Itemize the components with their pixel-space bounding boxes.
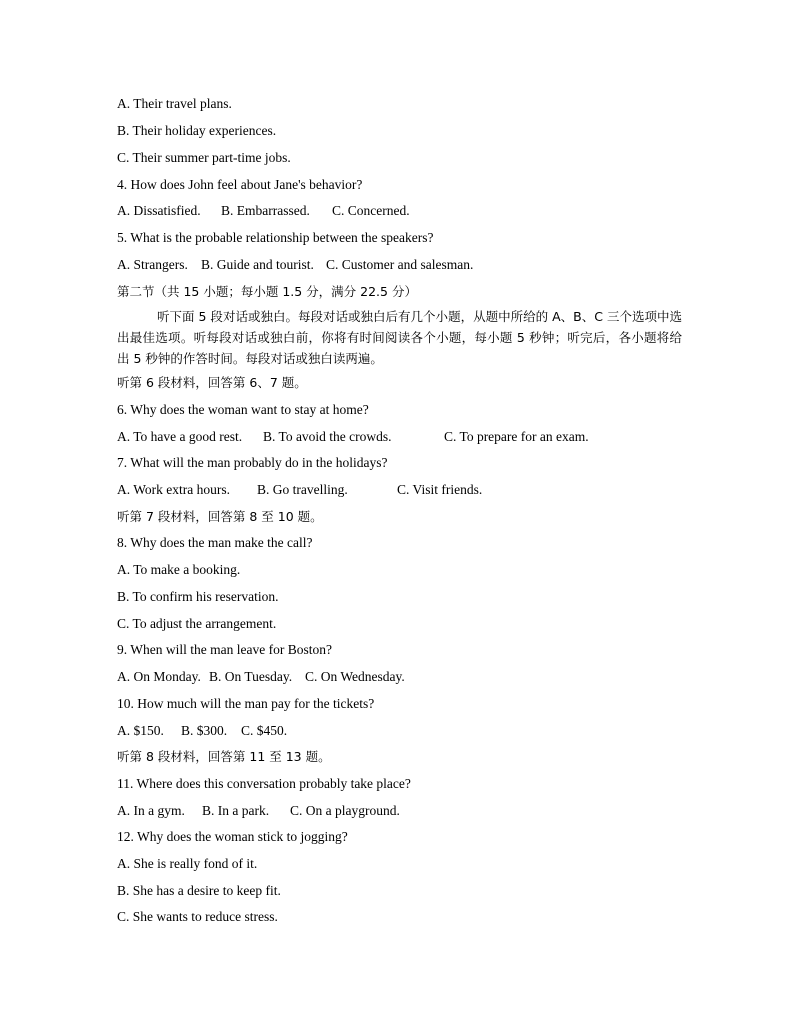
section2-instructions: 听下面 5 段对话或独白。每段对话或独白后有几个小题，从题中所给的 A、B、C 三个选项中选出最佳选项。听每段对话或独白前，你将有时间阅读各个小题，每小题 5 秒钟；听完后，各小题将给出 5 秒钟的作答时间。每段对话或独白读两遍。	[117, 309, 682, 366]
q5-option-c: C. Customer and salesman.	[326, 257, 474, 272]
section2-heading: 第二节（共 15 小题；每小题 1.5 分，满分 22.5 分）	[117, 284, 417, 299]
q8-option-b: B. To confirm his reservation.	[117, 589, 279, 604]
q11-option-c: C. On a playground.	[290, 803, 400, 818]
material7-label: 听第 7 段材料，回答第 8 至 10 题。	[117, 509, 323, 524]
q8-option-c: C. To adjust the arrangement.	[117, 616, 277, 631]
q6-option-c: C. To prepare for an exam.	[444, 429, 589, 444]
q5-option-a: A. Strangers.	[117, 257, 188, 272]
q4-question: 4. How does John feel about Jane's behavior?	[117, 177, 363, 192]
q7-option-a: A. Work extra hours.	[117, 482, 231, 497]
q4-option-c: C. Concerned.	[332, 203, 410, 218]
q12-option-a: A. She is really fond of it.	[117, 856, 258, 871]
q3-option-c: C. Their summer part-time jobs.	[117, 150, 291, 165]
material6-label: 听第 6 段材料，回答第 6、7 题。	[117, 375, 307, 390]
q3-option-b: B. Their holiday experiences.	[117, 123, 277, 138]
q7-question: 7. What will the man probably do in the holidays?	[117, 455, 388, 470]
q5-question: 5. What is the probable relationship between the speakers?	[117, 230, 434, 245]
q11-option-a: A. In a gym.	[117, 803, 185, 818]
q10-option-a: A. $150.	[117, 723, 164, 738]
q10-option-c: C. $450.	[241, 723, 288, 738]
q4-option-b: B. Embarrassed.	[221, 203, 310, 218]
q9-option-c: C. On Wednesday.	[305, 669, 405, 684]
q10-option-b: B. $300.	[181, 723, 228, 738]
q3-option-a: A. Their travel plans.	[117, 96, 232, 111]
q6-option-b: B. To avoid the crowds.	[263, 429, 392, 444]
q6-option-a: A. To have a good rest.	[117, 429, 243, 444]
q7-option-b: B. Go travelling.	[257, 482, 348, 497]
q11-question: 11. Where does this conversation probably take place?	[117, 776, 411, 791]
q12-option-b: B. She has a desire to keep fit.	[117, 883, 281, 898]
q6-question: 6. Why does the woman want to stay at home?	[117, 402, 369, 417]
q8-option-a: A. To make a booking.	[117, 562, 241, 577]
q5-option-b: B. Guide and tourist.	[201, 257, 314, 272]
q12-option-c: C. She wants to reduce stress.	[117, 909, 278, 924]
q8-question: 8. Why does the man make the call?	[117, 535, 313, 550]
q11-option-b: B. In a park.	[202, 803, 270, 818]
material8-label: 听第 8 段材料，回答第 11 至 13 题。	[117, 749, 331, 764]
q7-option-c: C. Visit friends.	[397, 482, 483, 497]
q12-question: 12. Why does the woman stick to jogging?	[117, 829, 348, 844]
q9-option-b: B. On Tuesday.	[209, 669, 293, 684]
q10-question: 10. How much will the man pay for the tickets?	[117, 696, 375, 711]
q9-question: 9. When will the man leave for Boston?	[117, 642, 332, 657]
q9-option-a: A. On Monday.	[117, 669, 201, 684]
q4-option-a: A. Dissatisfied.	[117, 203, 201, 218]
